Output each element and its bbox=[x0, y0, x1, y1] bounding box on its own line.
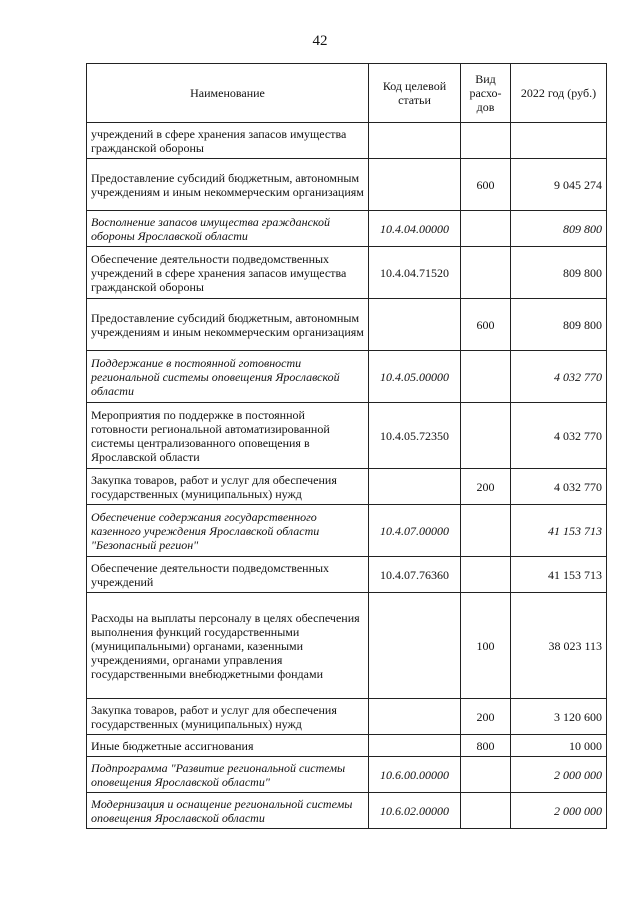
row-sum-cell bbox=[511, 123, 607, 159]
row-name-cell: Обеспечение деятельности подведомственных учреждений bbox=[87, 557, 369, 593]
table-row bbox=[87, 403, 607, 469]
row-code-cell: 10.6.02.00000 bbox=[369, 793, 461, 829]
row-name-cell: Предоставление субсидий бюджетным, автономным учреждениям и иным некоммерческим организациям bbox=[87, 159, 369, 211]
row-name-cell: Обеспечение деятельности подведомственных учреждений в сфере хранения запасов имущества гражданской обороны bbox=[87, 247, 369, 299]
row-code-cell bbox=[369, 699, 461, 735]
row-type-cell bbox=[461, 793, 511, 829]
row-type-cell: 200 bbox=[461, 699, 511, 735]
row-name-cell: Закупка товаров, работ и услуг для обеспечения государственных (муниципальных) нужд bbox=[87, 699, 369, 735]
table-row bbox=[87, 351, 607, 403]
row-type-cell: 600 bbox=[461, 299, 511, 351]
row-sum-cell: 4 032 770 bbox=[511, 403, 607, 469]
row-type-cell bbox=[461, 757, 511, 793]
row-code-cell bbox=[369, 299, 461, 351]
row-name-cell: Обеспечение содержания государственного казенного учреждения Ярославской области "Безопасный регион" bbox=[87, 505, 369, 557]
row-sum-cell: 809 800 bbox=[511, 299, 607, 351]
row-name-cell: Поддержание в постоянной готовности региональной системы оповещения Ярославской области bbox=[87, 351, 369, 403]
row-type-cell bbox=[461, 505, 511, 557]
table-row bbox=[87, 123, 607, 159]
table-row bbox=[87, 159, 607, 211]
page-number: 42 bbox=[312, 33, 328, 49]
row-name-cell: Иные бюджетные ассигнования bbox=[87, 735, 369, 757]
row-type-cell: 800 bbox=[461, 735, 511, 757]
row-code-cell: 10.4.07.00000 bbox=[369, 505, 461, 557]
row-sum-cell: 41 153 713 bbox=[511, 557, 607, 593]
header-type: Вид расхо-дов bbox=[461, 64, 511, 123]
row-code-cell bbox=[369, 159, 461, 211]
row-name-cell: учреждений в сфере хранения запасов имущества гражданской обороны bbox=[87, 123, 369, 159]
table-header-row bbox=[87, 64, 607, 123]
row-code-cell: 10.4.05.72350 bbox=[369, 403, 461, 469]
table-row bbox=[87, 757, 607, 793]
row-sum-cell: 2 000 000 bbox=[511, 793, 607, 829]
row-type-cell bbox=[461, 211, 511, 247]
row-name-cell: Расходы на выплаты персоналу в целях обеспечения выполнения функций государственными (муниципальными) органами, казенными учреждениями, органами управления государственными внебюджетными фондами bbox=[87, 593, 369, 699]
row-code-cell: 10.4.04.00000 bbox=[369, 211, 461, 247]
row-sum-cell: 38 023 113 bbox=[511, 593, 607, 699]
row-sum-cell: 4 032 770 bbox=[511, 351, 607, 403]
row-name-cell: Мероприятия по поддержке в постоянной готовности региональной автоматизированной системы централизованного оповещения в Ярославской области bbox=[87, 403, 369, 469]
row-name-cell: Модернизация и оснащение региональной системы оповещения Ярославской области bbox=[87, 793, 369, 829]
table-row bbox=[87, 247, 607, 299]
row-type-cell bbox=[461, 557, 511, 593]
header-sum: 2022 год (руб.) bbox=[511, 64, 607, 123]
row-type-cell: 600 bbox=[461, 159, 511, 211]
table-row bbox=[87, 793, 607, 829]
row-sum-cell: 2 000 000 bbox=[511, 757, 607, 793]
row-name-cell: Закупка товаров, работ и услуг для обеспечения государственных (муниципальных) нужд bbox=[87, 469, 369, 505]
table-row bbox=[87, 505, 607, 557]
header-name: Наименование bbox=[87, 64, 369, 123]
row-sum-cell: 9 045 274 bbox=[511, 159, 607, 211]
table-row bbox=[87, 593, 607, 699]
row-name-cell: Подпрограмма "Развитие региональной системы оповещения Ярославской области" bbox=[87, 757, 369, 793]
table-row bbox=[87, 557, 607, 593]
row-name-cell: Восполнение запасов имущества гражданской обороны Ярославской области bbox=[87, 211, 369, 247]
row-type-cell bbox=[461, 123, 511, 159]
row-sum-cell: 10 000 bbox=[511, 735, 607, 757]
row-sum-cell: 4 032 770 bbox=[511, 469, 607, 505]
row-code-cell: 10.4.07.76360 bbox=[369, 557, 461, 593]
budget-table bbox=[86, 63, 607, 829]
table-row bbox=[87, 299, 607, 351]
table-row bbox=[87, 211, 607, 247]
row-code-cell: 10.6.00.00000 bbox=[369, 757, 461, 793]
row-type-cell: 100 bbox=[461, 593, 511, 699]
header-code: Код целевой статьи bbox=[369, 64, 461, 123]
row-type-cell bbox=[461, 403, 511, 469]
row-type-cell bbox=[461, 247, 511, 299]
row-code-cell bbox=[369, 469, 461, 505]
row-type-cell bbox=[461, 351, 511, 403]
row-type-cell: 200 bbox=[461, 469, 511, 505]
table-row bbox=[87, 699, 607, 735]
row-sum-cell: 3 120 600 bbox=[511, 699, 607, 735]
row-code-cell: 10.4.05.00000 bbox=[369, 351, 461, 403]
row-name-cell: Предоставление субсидий бюджетным, автономным учреждениям и иным некоммерческим организациям bbox=[87, 299, 369, 351]
row-code-cell bbox=[369, 735, 461, 757]
row-sum-cell: 41 153 713 bbox=[511, 505, 607, 557]
row-sum-cell: 809 800 bbox=[511, 247, 607, 299]
row-sum-cell: 809 800 bbox=[511, 211, 607, 247]
row-code-cell: 10.4.04.71520 bbox=[369, 247, 461, 299]
table-row bbox=[87, 469, 607, 505]
row-code-cell bbox=[369, 593, 461, 699]
row-code-cell bbox=[369, 123, 461, 159]
table-row bbox=[87, 735, 607, 757]
